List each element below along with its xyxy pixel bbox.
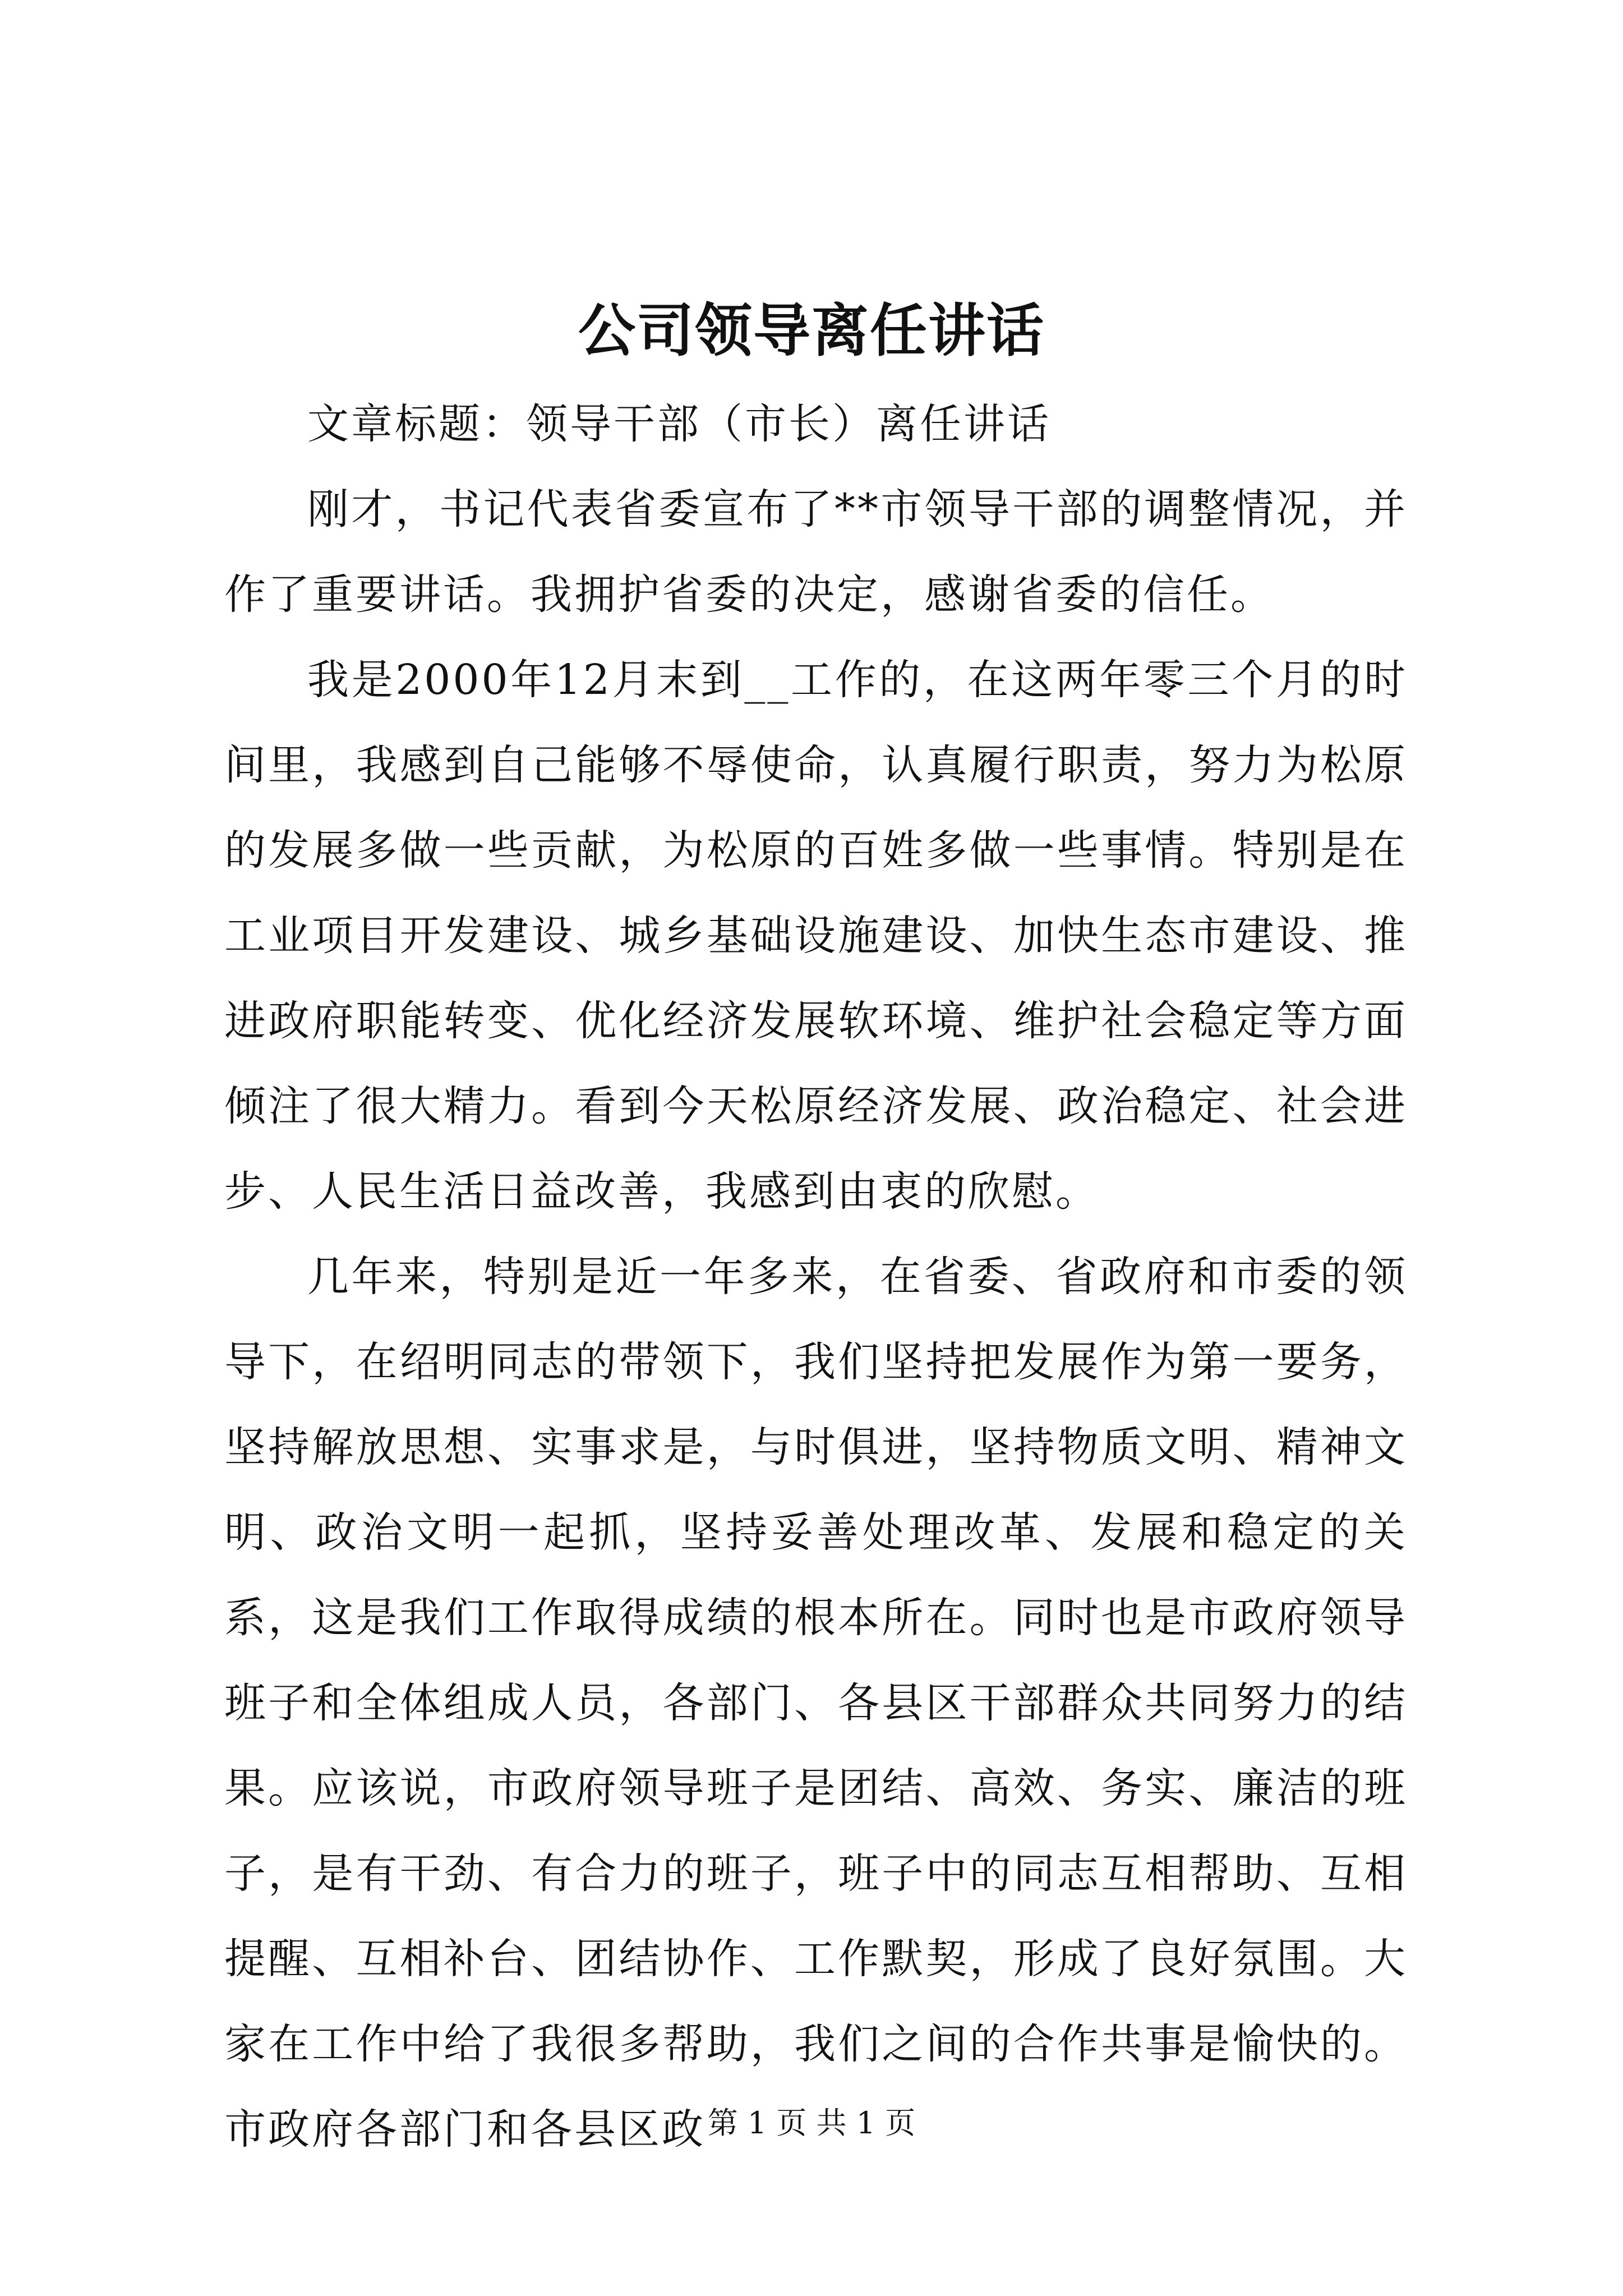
paragraph-3: 几年来，特别是近一年多来，在省委、省政府和市委的领导下，在绍明同志的带领下，我们坚持把发展作为第一要务，坚持解放思想、实事求是，与时俱进，坚持物质文明、精神文明、政治文明一起抓，坚持妥善处理改革、发展和稳定的关系，这是我们工作取得成绩的根本所在。同时也是市政府领导班子和全体组成人员，各部门、各县区干部群众共同努力的结果。应该说，市政府领导班子是团结、高效、务实、廉洁的班子，是有干劲、有合力的班子，班子中的同志互相帮助、互相提醒、互相补台、团结协作、工作默契，形成了良好氛围。大家在工作中给了我很多帮助，我们之间的合作共事是愉快的。市政府各部门和各县区政 [224, 1253, 1408, 2154]
document-title: 公司领导离任讲话 [578, 297, 1045, 365]
document-body [224, 381, 1408, 2172]
paragraph-article-title: 文章标题：领导干部（市长）离任讲话 [307, 400, 1051, 448]
paragraph-1: 刚才，书记代表省委宣布了**市领导干部的调整情况，并作了重要讲话。我拥护省委的决定，感谢省委的信任。 [224, 485, 1408, 619]
page-footer: 第 1 页 共 1 页 [707, 2105, 916, 2141]
paragraph-2: 我是2000年12月末到__工作的，在这两年零三个月的时间里，我感到自己能够不辱使命，认真履行职责，努力为松原的发展多做一些贡献，为松原的百姓多做一些事情。特别是在工业项目开发建设、城乡基础设施建设、加快生态市建设、推进政府职能转变、优化经济发展软环境、维护社会稳定等方面倾注了很大精力。看到今天松原经济发展、政治稳定、社会进步、人民生活日益改善，我感到由衷的欣慰。 [224, 656, 1408, 1216]
